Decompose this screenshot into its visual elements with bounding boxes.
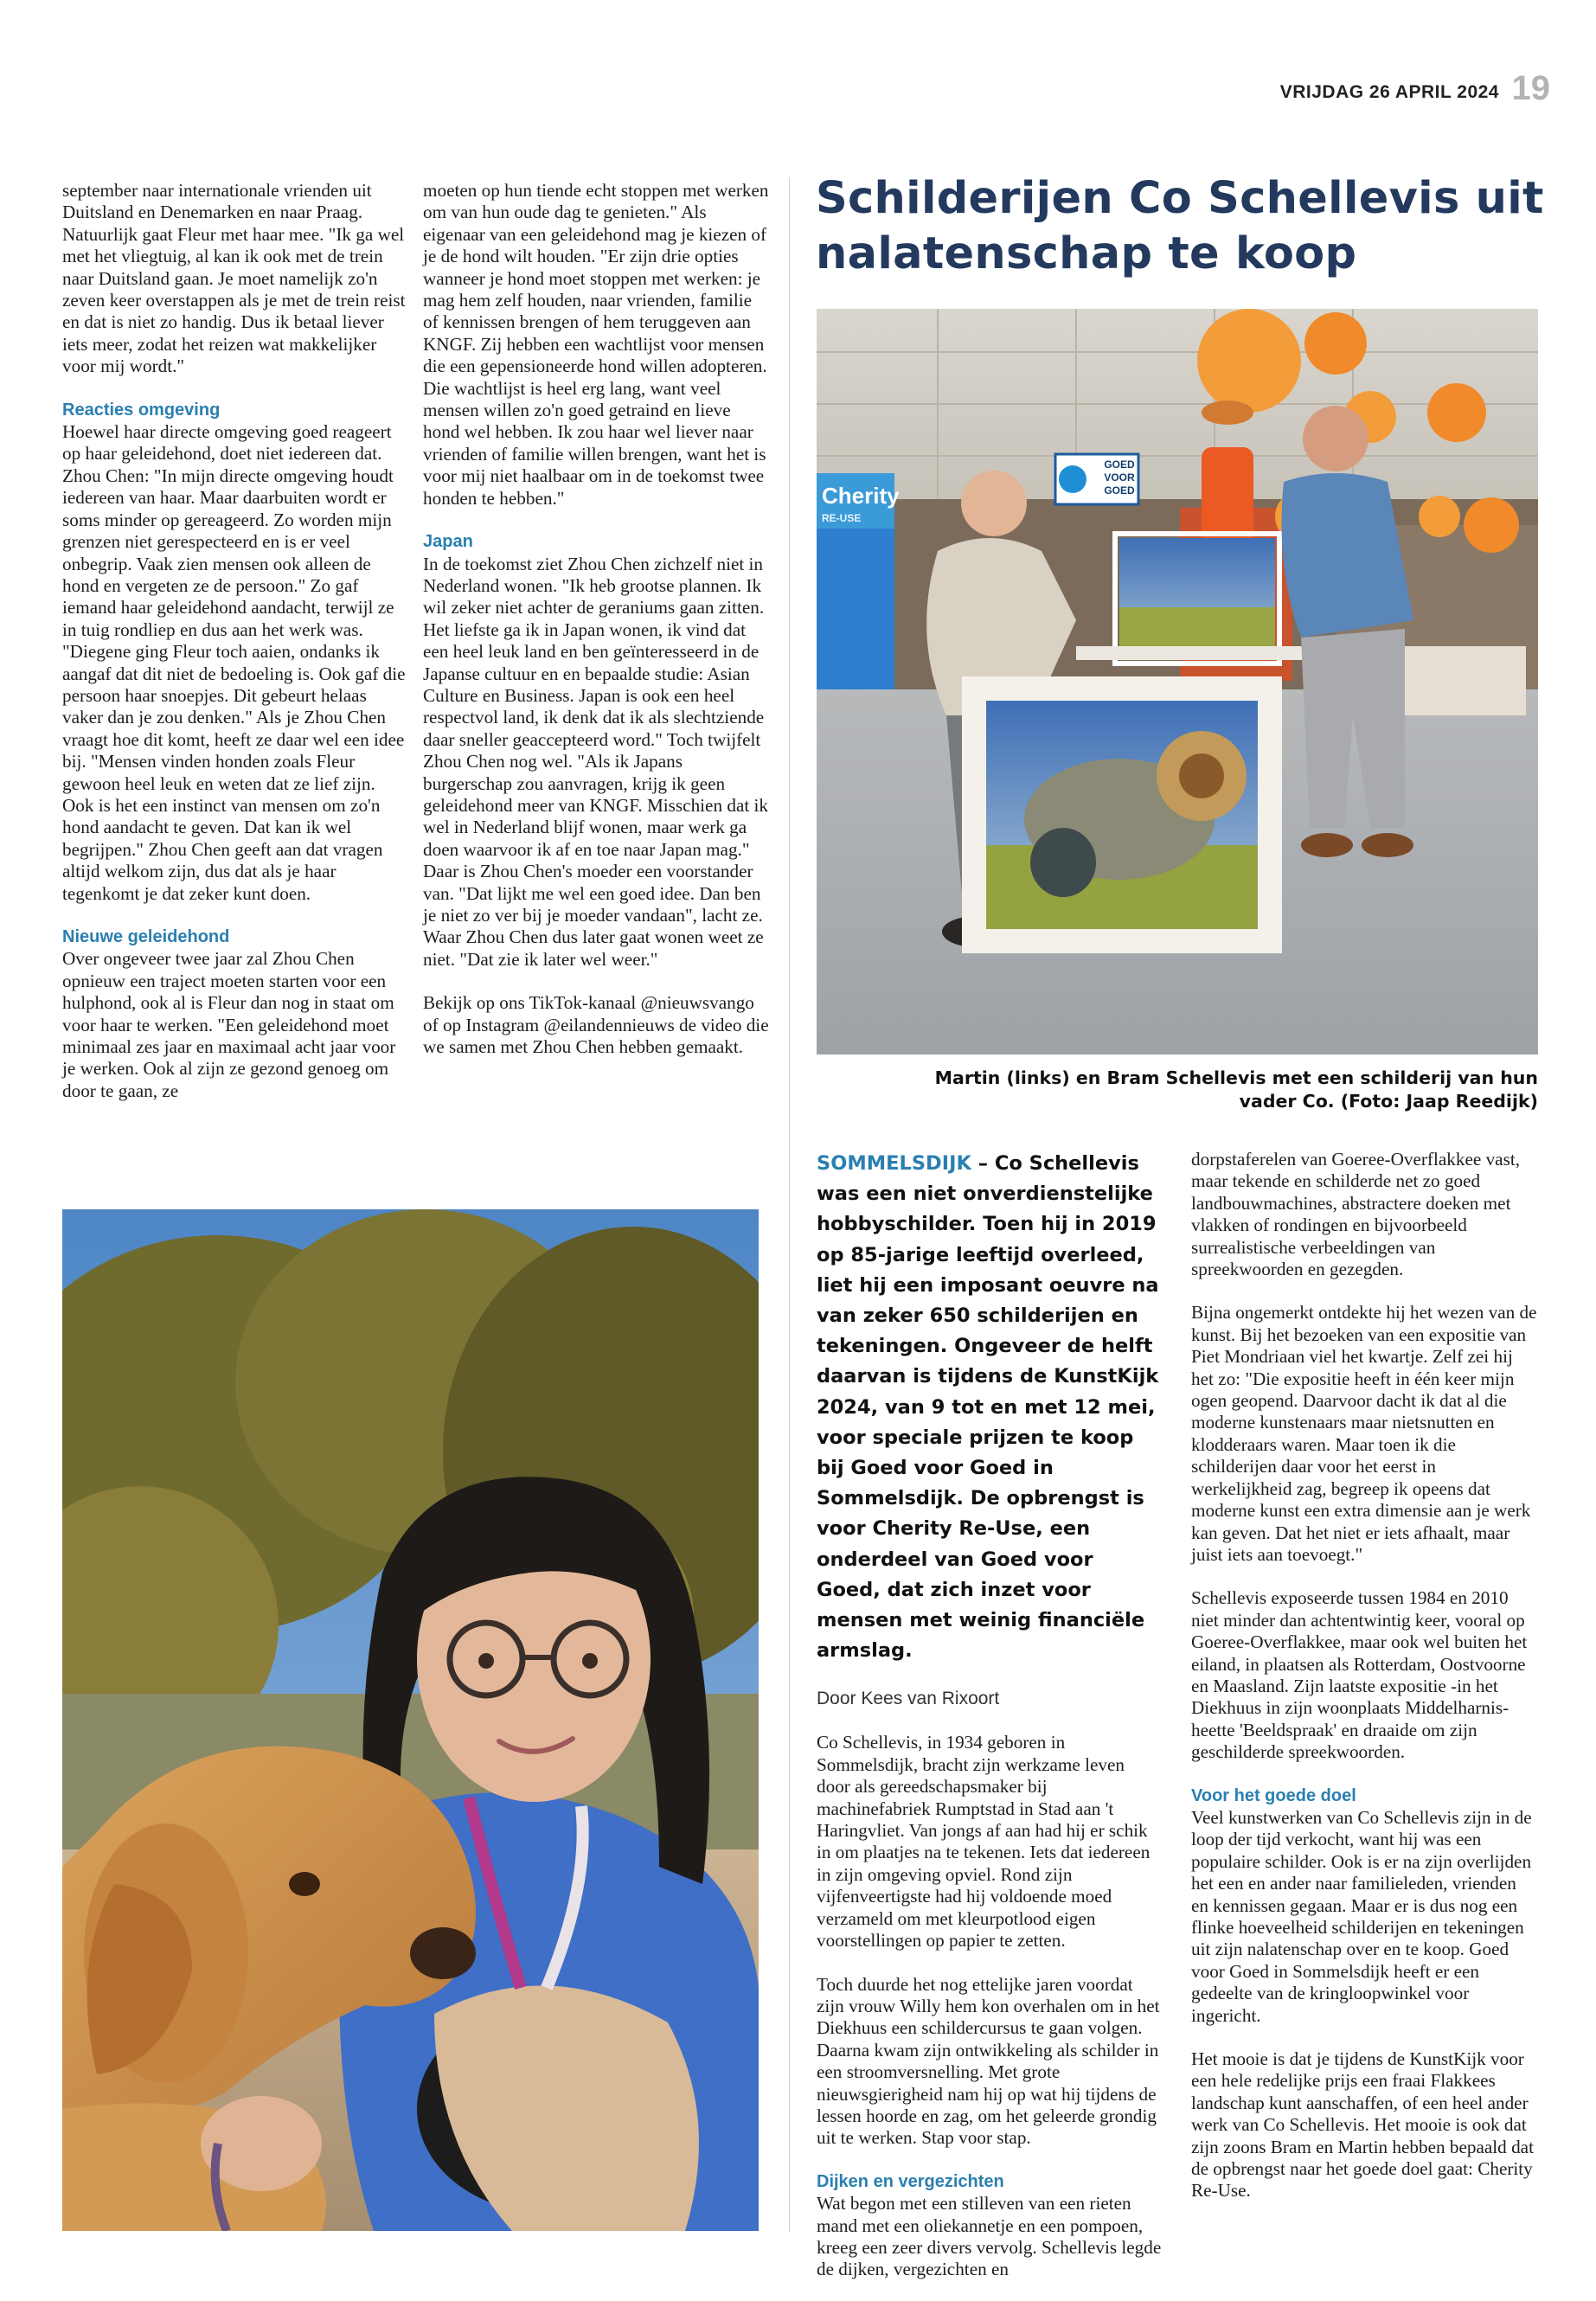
photo-martin-and-bram-with-painting bbox=[817, 309, 1538, 1054]
photo-caption: Martin (links) en Bram Schellevis met een schilderij van hun vader Co. (Foto: Jaap Reedijk) bbox=[934, 1067, 1538, 1112]
issue-date: VRIJDAG 26 APRIL 2024 bbox=[1279, 82, 1499, 102]
dateline: SOMMELSDIJK bbox=[817, 1152, 971, 1175]
article-column-1 bbox=[817, 1149, 1163, 2281]
paragraph: Het mooie is dat je tijdens de KunstKijk voor een hele redelijke prijs een fraai Flakkees landschap kunt aanschaffen, of een heel ander werk van Co Schellevis. Het mooie is ook dat zijn zoons Bram en Martin hebben bepaald dat de opbrengst naar het goede doel gaat: Cherity Re-Use. bbox=[1191, 2048, 1534, 2202]
column-2 bbox=[423, 180, 769, 1058]
subheading-japan: Japan bbox=[423, 532, 473, 552]
paragraph: Toch duurde het nog ettelijke jaren voordat zijn vrouw Willy hem kon overhalen om in het Diekhuus een schildercursus te gaan volgen. Daarna kwam zijn ontwikkeling als schilder in een stroomversnelling. Met grote nieuwsgierigheid nam hij op wat hij tijdens de lessen hoorde en zag, om het geleerde grondig uit te werken. Stap voor stap. bbox=[817, 1973, 1160, 2149]
sign-text-voor: VOOR bbox=[1104, 471, 1135, 484]
paragraph: Wat begon met een stilleven van een rieten mand met een oliekannetje en een pompoen, kreeg een zeer divers vervolg. Schellevis legde de dijken, vergezichten en bbox=[817, 2193, 1162, 2280]
column-divider bbox=[789, 177, 790, 2232]
subheading-dijken-en-vergezichten: Dijken en vergezichten bbox=[817, 2171, 1004, 2191]
paragraph: moeten op hun tiende echt stoppen met werken om van hun oude dag te genieten." Als eigenaar van een geleidehond mag je kiezen of je de hond wilt houden. "Er zijn drie opties wanneer je hond moet stoppen met werken: je mag hem zelf houden, naar vrienden, familie of kennissen brengen of hem teruggeven aan KNGF. Zij hebben een wachtlijst voor mensen die een gepensioneerde hond willen adopteren. Die wachtlijst is heel erg lang, want veel mensen willen zo'n goed getraind en lieve hond wel hebben. Ik zou haar wel liever naar vrienden of familie willen brengen, want het is voor mij niet haalbaar om in de toekomst twee honden te hebben." bbox=[423, 180, 769, 509]
subheading-reacties-omgeving: Reacties omgeving bbox=[62, 400, 221, 420]
paragraph: Co Schellevis, in 1934 geboren in Sommelsdijk, bracht zijn werkzame leven door als gereedschapsmaker bij machinefabriek Rumptstad in Stad aan 't Haringvliet. Van jongs af aan had hij er schik in om plaatjes na te tekenen. Iets dat iedereen in zijn omgeving opviel. Rond zijn vijfenveertigste had hij voldoende moed verzameld om met kleurpotlood eigen voorstellingen op papier te zetten. bbox=[817, 1732, 1151, 1952]
paragraph: Schellevis exposeerde tussen 1984 en 2010 niet minder dan achtentwintig keer, vooral op Goeree-Overflakkee, maar ook wel buiten het eiland, in plaatsen als Rotterdam, Oostvoorne en Maasland. Zijn laatste expositie -in het Diekhuus in zijn woonplaats Middelharnis-heette 'Beeldspraak' en draaide om zijn geschilderde spreekwoorden. bbox=[1191, 1587, 1528, 1763]
paragraph: Bekijk op ons TikTok-kanaal @nieuwsvango of op Instagram @eilandennieuws de video die we samen met Zhou Chen hebben gemaakt. bbox=[423, 992, 769, 1058]
paragraph: Bijna ongemerkt ontdekte hij het wezen van de kunst. Bij het bezoeken van een expositie van Piet Mondriaan viel het kwartje. Zelf zei hij het zo: "Die expositie heeft in één keer mijn ogen geopend. Daarvoor dacht ik dat al die moderne kunstenaars maar nietsnutten en klodderaars waren. Maar toen ik die schilderijen daar voor het eerst in werkelijkheid zag, begreep ik opeens dat moderne kunst een extra dimensie aan je werk kan geven. Dat het niet er iets afhaalt, maar juist iets aan toevoegt." bbox=[1191, 1302, 1537, 1565]
paragraph: dorpstaferelen van Goeree-Overflakkee vast, maar tekende en schilderde net zo goed landbouwmachines, abstractere doeken met vlakken of rondingen en bijvoorbeeld surrealistische verbeeldingen van spreekwoorden en gezegden. bbox=[1191, 1149, 1520, 1280]
sign-text-cherity: Cherity bbox=[822, 483, 900, 509]
photo-girl-with-guide-dog bbox=[62, 1209, 759, 2231]
subheading-nieuwe-geleidehond: Nieuwe geleidehond bbox=[62, 927, 230, 946]
page-number: 19 bbox=[1511, 69, 1550, 107]
article-lead bbox=[817, 1149, 1163, 1666]
paragraph: september naar internationale vrienden uit Duitsland en Denemarken en naar Praag. Natuurlijk gaat Fleur met haar mee. "Ik ga wel met het vliegtuig, al kan ik ook met de trein naar Duitsland gaan. Je moet namelijk zo'n zeven keer overstappen als je met de trein reist en dat is niet zo handig. Dus ik betaal liever iets meer, zodat het reizen wat makkelijker voor mij wordt." bbox=[62, 180, 406, 377]
paragraph: In de toekomst ziet Zhou Chen zichzelf niet in Nederland wonen. "Ik heb grootse plannen. Ik wil zeker niet achter de geraniums gaan zitten. Het liefste ga ik in Japan wonen, ik vind dat een heel leuk land en ben geïnteresseerd in de Japanse cultuur en en bepaalde studie: Asian Culture en Business. Japan is ook een heel respectvol land, ik denk dat ik als slechtziende daar sneller geaccepteerd word." Toch twijfelt Zhou Chen nog wel. "Als ik Japans burgerschap zou aanvragen, krijg ik geen geleidehond meer van KNGF. Misschien dat ik wel in Nederland blijf wonen, maar werk ga doen waarvoor ik af en toe naar Japan mag." Daar is Zhou Chen's moeder een voorstander van. "Dat lijkt me wel een goed idee. Dan ben je niet zo ver bij je moeder vandaan", lacht ze. Waar Zhou Chen dus later gaat wonen weet ze niet. "Dat zie ik later wel weer." bbox=[423, 553, 769, 970]
paragraph: Over ongeveer twee jaar zal Zhou Chen opnieuw een traject moeten starten voor een hulphond, ook al is Fleur dan nog in staat om voor haar te werken. "Een geleidehond moet minimaal zes jaar en maximaal acht jaar voor je werken. Ook al zijn ze gezond genoeg om door te gaan, ze bbox=[62, 948, 396, 1101]
dateline-dash: – bbox=[971, 1152, 995, 1175]
article-column-2 bbox=[1191, 1149, 1537, 2202]
paragraph: Hoewel haar directe omgeving goed reageert op haar geleidehond, doet niet iedereen dat. Zhou Chen: "In mijn directe omgeving houdt iedereen van haar. Maar daarbuiten wordt er soms minder op gereageerd. Zo worden mijn grenzen niet gerespecteerd en is er veel onbegrip. Vaak zien mensen ook alleen de hond en vergeten ze de persoon." Zo gaf iemand haar geleidehond aandacht, terwijl ze in tuig rondliep en dus aan het werk was. "Diegene ging Fleur toch aaien, ondanks ik aangaf dat dit niet de bedoeling is. Ook gaf die persoon haar snoepjes. Dit gebeurt helaas vaker dan je zou denken." Als je Zhou Chen vraagt hoe dit komt, heeft ze daar wel een idee bij. "Mensen vinden honden zoals Fleur gewoon heel leuk en weten dat ze lief zijn. Ook is het een instinct van mensen om zo'n hond aandacht te geven. Dat kan ik wel begrijpen." Zhou Chen geeft aan dat vragen altijd welkom zijn, dus dat als je haar tegenkomt je dat zeker kunt doen. bbox=[62, 421, 406, 904]
sign-text-goed-2: GOED bbox=[1104, 484, 1135, 497]
sign-text-re-use: RE-USE bbox=[822, 512, 862, 524]
lead-text: Co Schellevis was een niet onverdienstelijke hobbyschilder. Toen hij in 2019 op 85-jarige leeftijd overleed, liet hij een imposant oeuvre na van zeker 650 schilderijen en tekeningen. Ongeveer de helft daarvan is tijdens de KunstKijk 2024, van 9 tot en met 12 mei, voor speciale prijzen te koop bij Goed voor Goed in Sommelsdijk. De opbrengst is voor Cherity Re-Use, een onderdeel van Goed voor Goed, dat zich inzet voor mensen met weinig financiële armslag. bbox=[817, 1152, 1159, 1663]
paragraph: Veel kunstwerken van Co Schellevis zijn in de loop der tijd verkocht, want hij was een populaire schilder. Ook is er na zijn overlijden het een en ander naar familieleden, vrienden en kennissen gegaan. Maar er is dus nog een flinke hoeveelheid schilderijen en tekeningen uit zijn nalatenschap over en te koop. Goed voor Goed in Sommelsdijk heeft er een gedeelte van de kringloopwinkel voor ingericht. bbox=[1191, 1806, 1532, 2026]
article-headline: Schilderijen Co Schellevis uit nalatenschap te koop bbox=[816, 173, 1544, 279]
byline: Door Kees van Rixoort bbox=[817, 1689, 1000, 1709]
column-1 bbox=[62, 180, 408, 1102]
subheading-voor-het-goede-doel: Voor het goede doel bbox=[1191, 1785, 1356, 1805]
sign-text-goed: GOED bbox=[1104, 458, 1135, 471]
